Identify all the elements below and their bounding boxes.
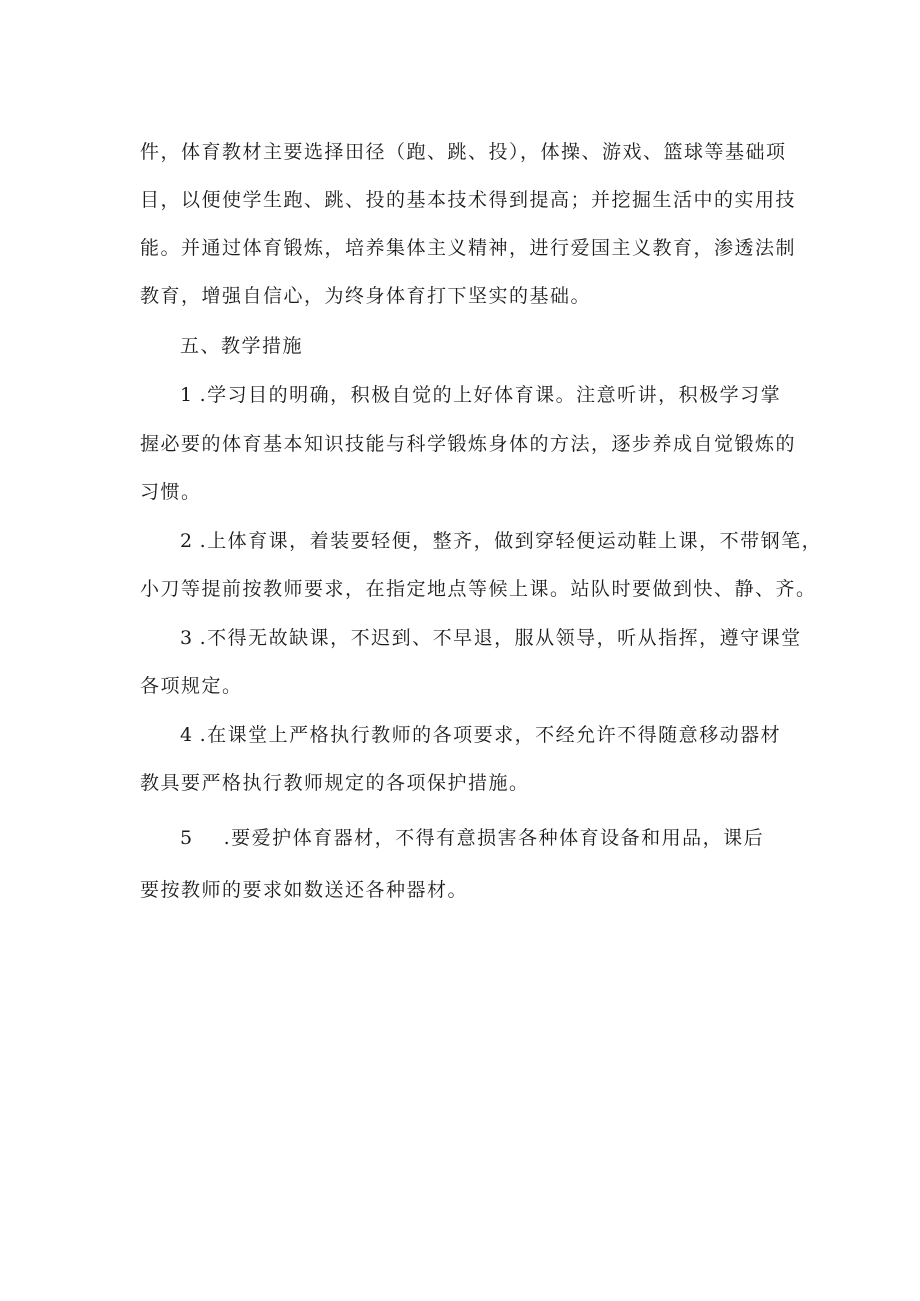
item-line: 小刀等提前按教师要求，在指定地点等候上课。站队时要做到快、静、齐。 [140, 578, 817, 600]
item-line: 要按教师的要求如数送还各种器材。 [140, 879, 469, 901]
item-line: 习惯。 [140, 481, 202, 503]
list-item-1 [180, 383, 781, 407]
item-number: 3 [180, 627, 194, 649]
item-line: 各项规定。 [140, 675, 243, 697]
intro-line: 目，以便使学生跑、跳、投的基本技术得到提高；并挖掘生活中的实用技 [140, 189, 797, 211]
section-heading: 五、教学措施 [180, 335, 304, 357]
intro-line: 件，体育教材主要选择田径（跑、跳、投），体操、游戏、篮球等基础项 [140, 141, 787, 163]
item-text: .在课堂上严格执行教师的各项要求，不经允许不得随意移动器材 [199, 724, 782, 746]
item-text: .要爱护体育器材，不得有意损害各种体育设备和用品，课后 [223, 827, 765, 849]
item-text: .上体育课，着装要轻便，整齐，做到穿轻便运动鞋上课，不带钢笔， [199, 530, 823, 552]
item-number: 2 [180, 530, 194, 552]
item-number: 1 [180, 384, 194, 406]
intro-line: 教育，增强自信心，为终身体育打下坚实的基础。 [140, 285, 592, 307]
list-item-4 [180, 723, 781, 747]
intro-line: 能。并通过体育锻炼，培养集体主义精神，进行爱国主义教育，渗透法制 [140, 237, 797, 259]
item-number: 5 [180, 827, 194, 849]
item-number: 4 [180, 724, 194, 746]
list-item-5 [180, 826, 764, 850]
list-item-3 [180, 626, 802, 650]
item-text: .不得无故缺课，不迟到、不早退，服从领导，听从指挥，遵守课堂 [199, 627, 802, 649]
list-item-2 [180, 529, 822, 553]
item-line: 教具要严格执行教师规定的各项保护措施。 [140, 772, 530, 794]
item-text: .学习目的明确，积极自觉的上好体育课。注意听讲，积极学习掌 [199, 384, 782, 406]
item-line: 握必要的体育基本知识技能与科学锻炼身体的方法，逐步养成自觉锻炼的 [140, 433, 797, 455]
